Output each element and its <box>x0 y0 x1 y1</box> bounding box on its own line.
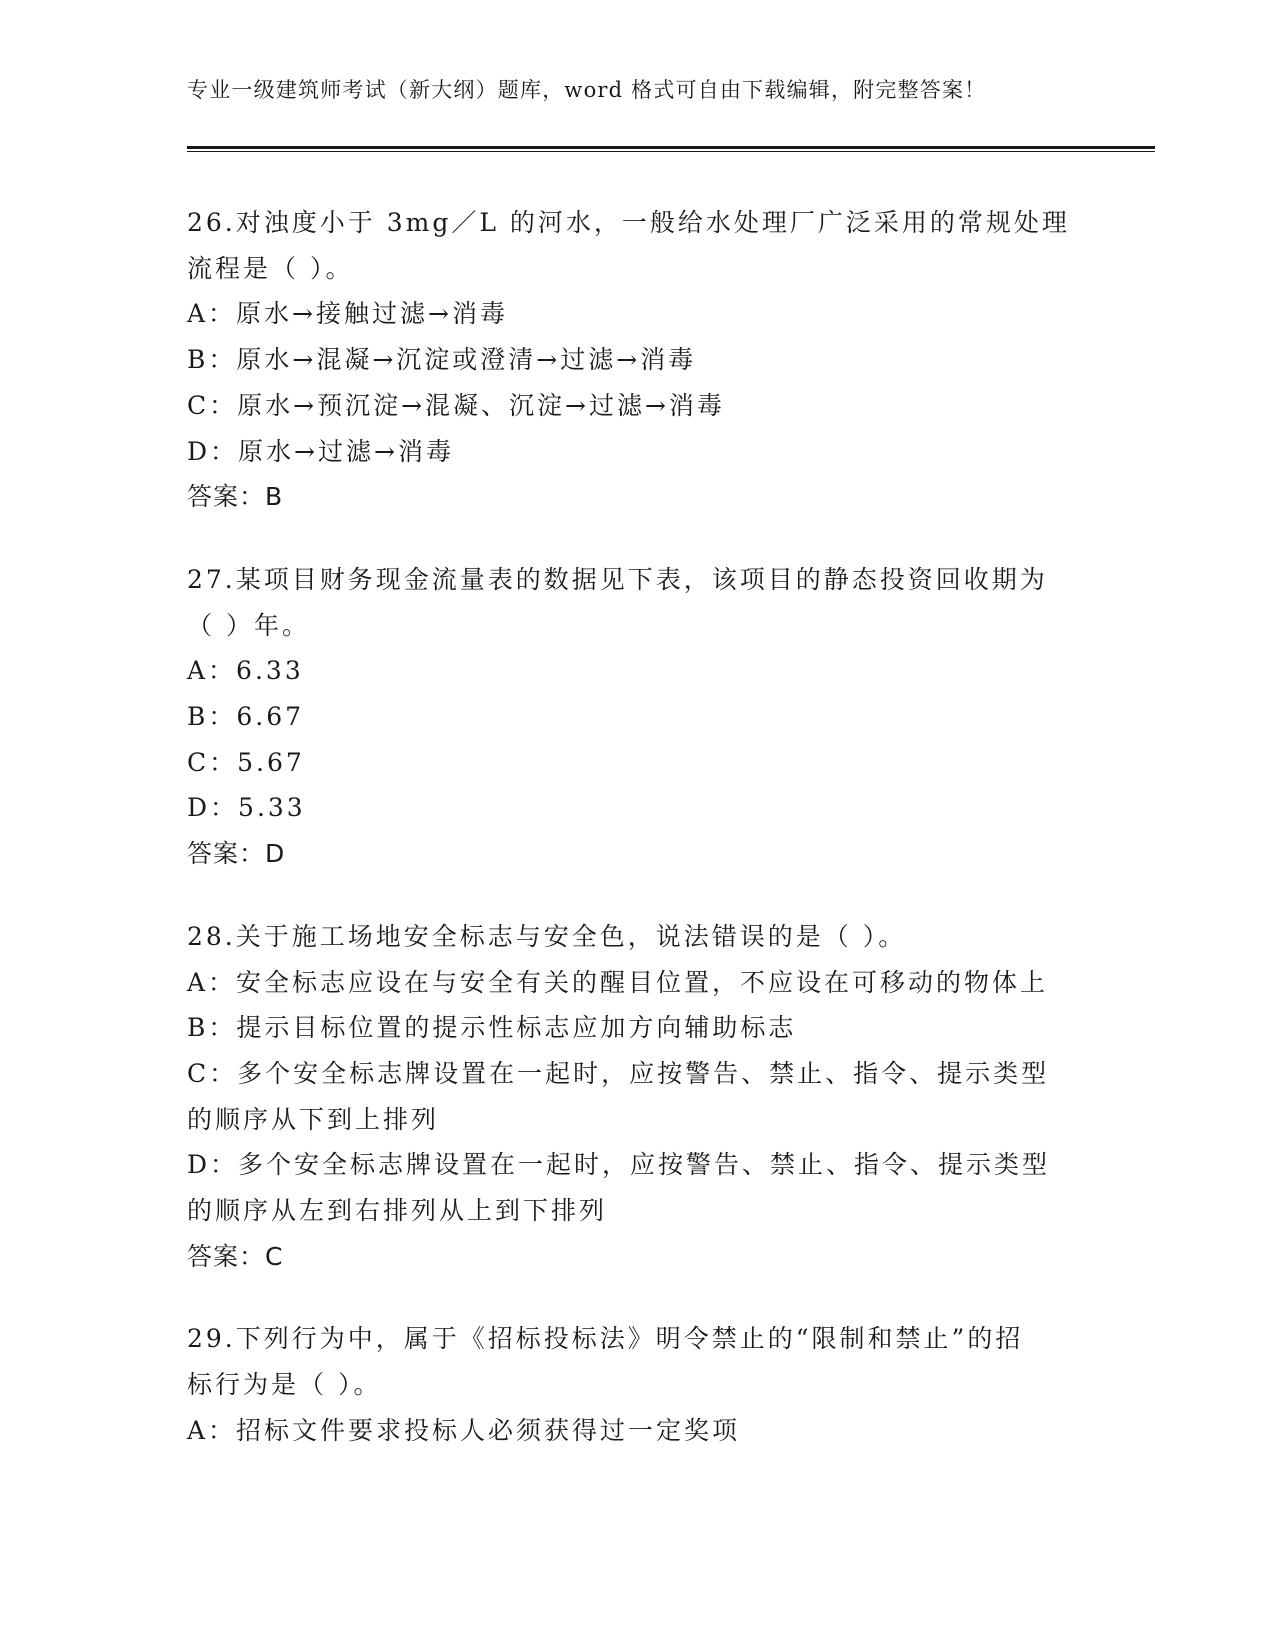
question-stem-line: （ ）年。 <box>187 610 310 640</box>
question-stem-line: 流程是（ ）。 <box>187 253 354 283</box>
option-c: C：5.67 <box>187 747 305 777</box>
option-a: A：招标文件要求投标人必须获得过一定奖项 <box>187 1415 741 1445</box>
option-c: C：多个安全标志牌设置在一起时，应按警告、禁止、指令、提示类型 <box>187 1058 1050 1088</box>
option-d-continued: 的顺序从左到右排列从上到下排列 <box>187 1196 608 1226</box>
answer-label: 答案：C <box>187 1241 284 1271</box>
question-stem-line: 27.某项目财务现金流量表的数据见下表，该项目的静态投资回收期为 <box>187 564 1048 594</box>
option-b: B：原水→混凝→沉淀或澄清→过滤→消毒 <box>187 345 697 375</box>
question-27 <box>187 557 1077 877</box>
question-28 <box>187 914 1077 1280</box>
question-stem-line: 26.对浊度小于 3mg／L 的河水，一般给水处理厂广泛采用的常规处理 <box>187 208 1070 237</box>
option-d: D：5.33 <box>187 793 306 823</box>
answer-label: 答案：D <box>187 839 286 869</box>
option-a: A：6.33 <box>187 656 304 686</box>
option-b: B：6.67 <box>187 702 305 732</box>
question-26 <box>187 200 1077 520</box>
option-c: C：原水→预沉淀→混凝、沉淀→过滤→消毒 <box>187 390 725 420</box>
question-stem-line: 28.关于施工场地安全标志与安全色，说法错误的是（ ）。 <box>187 921 907 951</box>
option-d: D：原水→过滤→消毒 <box>187 436 454 466</box>
page-header-title: 专业一级建筑师考试（新大纲）题库，word 格式可自由下载编辑，附完整答案！ <box>187 78 987 102</box>
question-list <box>187 200 1077 1491</box>
option-d: D：多个安全标志牌设置在一起时，应按警告、禁止、指令、提示类型 <box>187 1150 1051 1180</box>
question-stem-line: 29.下列行为中，属于《招标投标法》明令禁止的“限制和禁止”的招 <box>187 1324 1024 1354</box>
question-stem-line: 标行为是（ ）。 <box>187 1370 382 1400</box>
option-a: A：原水→接触过滤→消毒 <box>187 299 508 329</box>
answer-label: 答案：B <box>187 482 284 512</box>
option-a: A：安全标志应设在与安全有关的醒目位置，不应设在可移动的物体上 <box>187 967 1049 997</box>
option-b: B：提示目标位置的提示性标志应加方向辅助标志 <box>187 1013 797 1043</box>
question-29 <box>187 1316 1077 1453</box>
option-c-continued: 的顺序从下到上排列 <box>187 1104 440 1134</box>
header-divider <box>187 146 1155 152</box>
